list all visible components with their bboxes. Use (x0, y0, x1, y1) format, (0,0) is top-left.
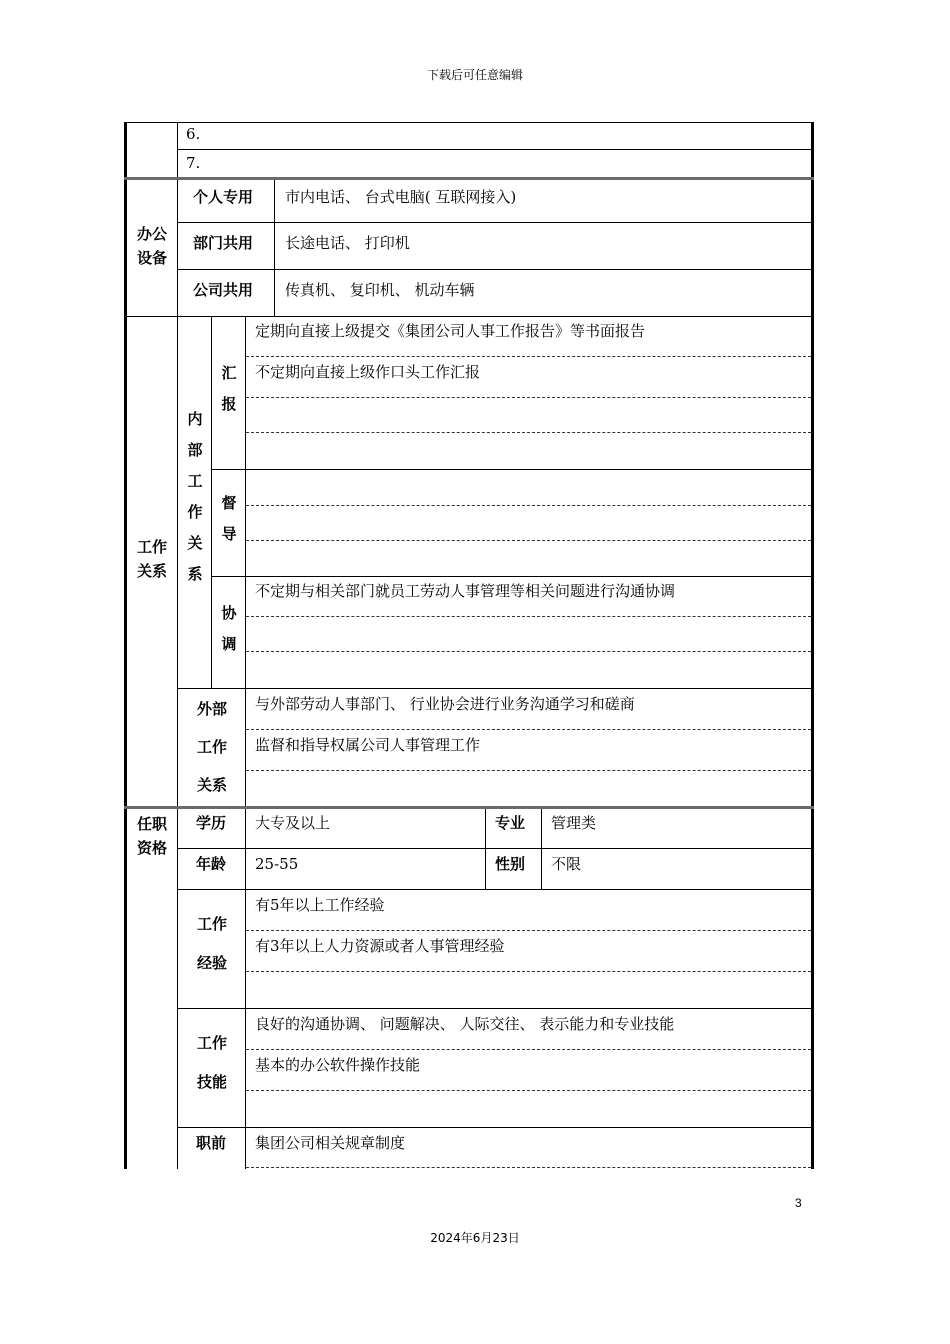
table-left-border (124, 122, 127, 1169)
page-header: 下载后可任意编辑 (426, 68, 523, 82)
external-relations-label: 外部 工作 关系 (196, 700, 227, 794)
row-line (177, 222, 814, 223)
dashed-line (246, 540, 811, 541)
qualifications-label: 任职 资格 (136, 815, 167, 857)
section-separator (124, 177, 814, 180)
dashed-line (246, 729, 811, 730)
column-divider (245, 316, 246, 806)
row-line (177, 269, 814, 270)
report-line-1: 定期向直接上级提交《集团公司人事工作报告》等书面报告 (255, 322, 646, 340)
dashed-line (246, 616, 811, 617)
company-shared-label: 公司共用 (193, 281, 254, 299)
column-divider (541, 809, 542, 889)
skills-line-2: 基本的办公软件操作技能 (255, 1056, 421, 1074)
dashed-line (246, 432, 811, 433)
personal-use-value: 市内电话、 台式电脑( 互联网接入) (285, 188, 517, 206)
office-equipment-label: 办公 设备 (136, 225, 167, 267)
dashed-line (246, 930, 811, 931)
dashed-line (246, 1049, 811, 1050)
column-divider (177, 122, 178, 1169)
column-divider (245, 809, 246, 1169)
report-label: 汇 报 (221, 364, 237, 413)
company-shared-value: 传真机、 复印机、 机动车辆 (285, 281, 475, 299)
major-value: 管理类 (551, 814, 597, 832)
internal-relations-label: 内 部 工 作 关 系 (187, 410, 203, 583)
dashed-line (246, 971, 811, 972)
gender-value: 不限 (551, 855, 582, 873)
skills-line-1: 良好的沟通协调、 问题解决、 人际交往、 表示能力和专业技能 (255, 1015, 675, 1033)
dashed-line (246, 770, 811, 771)
pre-job-label: 职前 (196, 1134, 227, 1152)
section-separator (124, 806, 814, 809)
education-label: 学历 (196, 814, 227, 832)
coordinate-line-1: 不定期与相关部门就员工劳动人事管理等相关问题进行沟通协调 (255, 582, 676, 600)
personal-use-label: 个人专用 (193, 188, 254, 206)
list-item-7: 7. (186, 154, 201, 172)
coordinate-label: 协 调 (221, 604, 237, 653)
column-divider (211, 316, 212, 688)
work-skills-label: 工作 技能 (196, 1034, 227, 1091)
row-line (211, 576, 814, 577)
row-line (177, 848, 814, 849)
dashed-line (246, 651, 811, 652)
list-item-6: 6. (186, 125, 201, 143)
footer-date: 2024年6月23日 (430, 1231, 520, 1245)
dept-shared-value: 长途电话、 打印机 (285, 234, 410, 252)
pre-job-line-1: 集团公司相关规章制度 (255, 1134, 406, 1152)
column-divider (485, 809, 486, 889)
dashed-line (246, 1090, 811, 1091)
page-number: 3 (795, 1196, 802, 1210)
row-line (177, 1008, 814, 1009)
dept-shared-label: 部门共用 (193, 234, 254, 252)
age-label: 年龄 (196, 855, 227, 873)
work-experience-label: 工作 经验 (196, 915, 227, 972)
external-line-1: 与外部劳动人事部门、 行业协会进行业务沟通学习和磋商 (255, 695, 635, 713)
experience-line-1: 有5年以上工作经验 (255, 896, 385, 914)
work-relations-label: 工作 关系 (136, 538, 167, 580)
row-line (177, 889, 814, 890)
age-value: 25-55 (255, 855, 299, 873)
row-line (177, 149, 814, 150)
dashed-line (246, 1167, 811, 1168)
major-label: 专业 (495, 814, 526, 832)
row-line (124, 122, 814, 123)
row-line (177, 1127, 814, 1128)
table-right-border (811, 122, 814, 1169)
external-line-2: 监督和指导权属公司人事管理工作 (255, 736, 481, 754)
section-separator (124, 316, 814, 317)
dashed-line (246, 505, 811, 506)
supervise-label: 督 导 (221, 494, 237, 543)
dashed-line (246, 356, 811, 357)
gender-label: 性别 (495, 855, 526, 873)
row-line (211, 469, 814, 470)
row-line (177, 688, 814, 689)
dashed-line (246, 397, 811, 398)
experience-line-2: 有3年以上人力资源或者人事管理经验 (255, 937, 505, 955)
report-line-2: 不定期向直接上级作口头工作汇报 (255, 363, 481, 381)
education-value: 大专及以上 (255, 814, 331, 832)
column-divider (274, 180, 275, 316)
